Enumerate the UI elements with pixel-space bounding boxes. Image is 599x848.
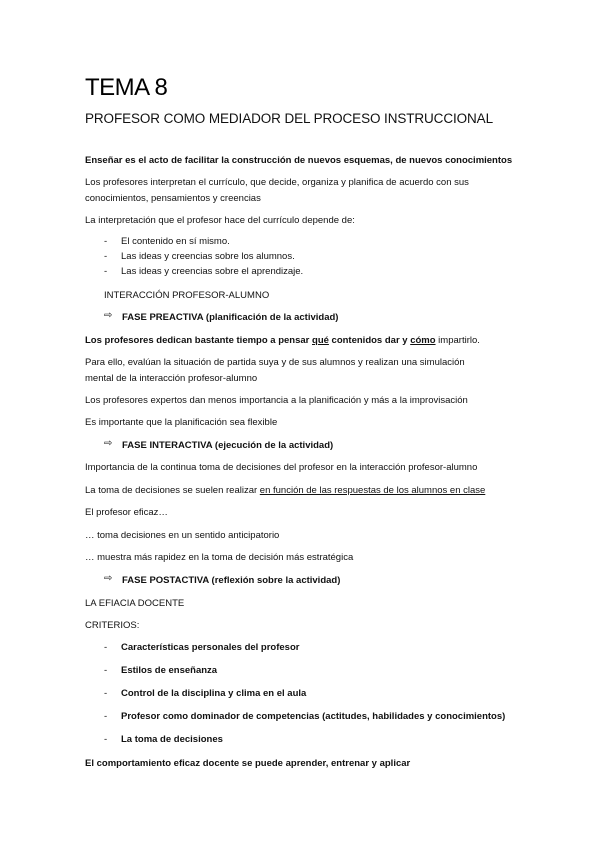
text-segment: contenidos dar y — [328, 335, 411, 346]
list-bullet: - — [104, 734, 108, 745]
underlined-word: qué — [312, 335, 329, 346]
text-segment: La toma de decisiones se suelen realizar — [85, 485, 260, 496]
paragraph-flexible: Es importante que la planificación sea flexible — [85, 417, 278, 428]
phase-preactiva-desc: (planificación de la actividad) — [203, 312, 339, 323]
text-segment: impartirlo. — [435, 335, 480, 346]
text-segment: Los profesores dedican bastante tiempo a pensar — [85, 335, 313, 346]
paragraph-experts: Los profesores expertos dan menos importancia a la planificación y más a la improvisación — [85, 395, 468, 406]
list-bullet: - — [104, 665, 108, 676]
list-item: Las ideas y creencias sobre el aprendizaje. — [121, 266, 304, 277]
paragraph-evaluation-line1: Para ello, evalúan la situación de partida suya y de sus alumnos y realizan una simulación — [85, 357, 465, 368]
list-item: El contenido en sí mismo. — [121, 236, 230, 247]
page-title: TEMA 8 — [85, 74, 168, 101]
list-bullet: - — [104, 266, 108, 277]
paragraph-curriculum-line2: conocimientos, pensamientos y creencias — [85, 193, 261, 204]
arrow-icon: ⇨ — [104, 573, 113, 584]
section-heading-interaccion: INTERACCIÓN PROFESOR-ALUMNO — [104, 290, 270, 301]
phase-postactiva-title: FASE POSTACTIVA — [122, 575, 209, 586]
criterio-item: Estilos de enseñanza — [121, 665, 218, 676]
criterio-item: Características personales del profesor — [121, 642, 300, 653]
list-bullet: - — [104, 236, 108, 247]
section-heading-criterios: CRITERIOS: — [85, 620, 140, 631]
list-item: Las ideas y creencias sobre los alumnos. — [121, 251, 295, 262]
list-bullet: - — [104, 711, 108, 722]
list-bullet: - — [104, 642, 108, 653]
paragraph-rapidity: … muestra más rapidez en la toma de decisión más estratégica — [85, 552, 354, 563]
paragraph-interpretation: La interpretación que el profesor hace del currículo depende de: — [85, 215, 355, 226]
criterio-item: Profesor como dominador de competencias (actitudes, habilidades y conocimientos) — [121, 711, 506, 722]
phase-postactiva — [122, 573, 340, 589]
paragraph-conclusion: El comportamiento eficaz docente se puede aprender, entrenar y aplicar — [85, 758, 411, 769]
criterio-item: Control de la disciplina y clima en el aula — [121, 688, 307, 699]
underlined-phrase: en función de las respuestas de los alumnos en clase — [259, 485, 486, 496]
phase-interactiva-desc: (ejecución de la actividad) — [212, 440, 334, 451]
paragraph-effective-teacher: El profesor eficaz… — [85, 507, 168, 518]
phase-preactiva — [122, 310, 338, 326]
list-bullet: - — [104, 251, 108, 262]
underlined-word: cómo — [410, 335, 436, 346]
phase-interactiva-title: FASE INTERACTIVA — [122, 440, 213, 451]
paragraph-curriculum-line1: Los profesores interpretan el currículo, que decide, organiza y planifica de acuerdo con sus — [85, 177, 469, 188]
arrow-icon: ⇨ — [104, 310, 113, 321]
arrow-icon: ⇨ — [104, 438, 113, 449]
paragraph-evaluation-line2: mental de la interacción profesor-alumno — [85, 373, 258, 384]
phase-interactiva — [122, 438, 333, 454]
section-heading-eficacia: LA EFIACIA DOCENTE — [85, 598, 185, 609]
paragraph-decisions: Importancia de la continua toma de decisiones del profesor en la interacción profesor-alumno — [85, 462, 478, 473]
paragraph-definition: Enseñar es el acto de facilitar la construcción de nuevos esquemas, de nuevos conocimientos — [85, 155, 513, 166]
phase-postactiva-desc: (reflexión sobre la actividad) — [208, 575, 341, 586]
criterio-item: La toma de decisiones — [121, 734, 223, 745]
list-bullet: - — [104, 688, 108, 699]
paragraph-planning-time — [85, 333, 480, 349]
paragraph-decision-making — [85, 483, 485, 499]
page-subtitle: PROFESOR COMO MEDIADOR DEL PROCESO INSTRUCCIONAL — [85, 111, 493, 126]
phase-preactiva-title: FASE PREACTIVA — [122, 312, 204, 323]
paragraph-anticipatory: … toma decisiones en un sentido anticipatorio — [85, 530, 280, 541]
